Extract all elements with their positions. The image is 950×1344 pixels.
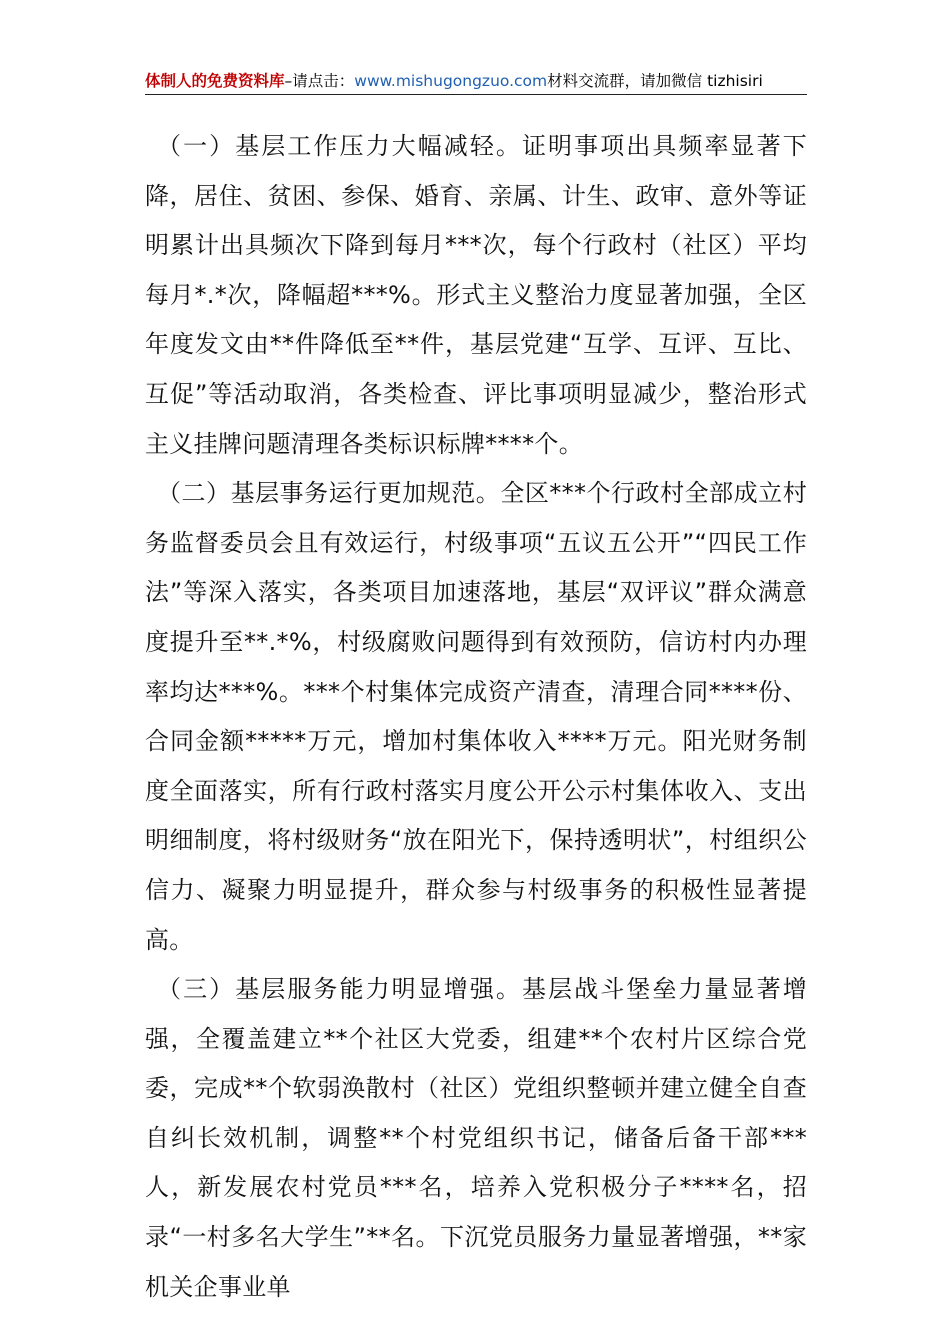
- header-prompt: –请点击：: [284, 72, 355, 90]
- header-website-link[interactable]: www.mishugongzuo.com: [354, 72, 548, 90]
- paragraph-3: （三）基层服务能力明显增强。基层战斗堡垒力量显著增强，全覆盖建立**个社区大党委，组建**个农村片区综合党委，完成**个软弱涣散村（社区）党组织整顿并建立健全自查自纠长效机制，调整**个村党组织书记，储备后备干部***人，新发展农村党员***名，培养入党积极分子****名，招录“一村多名大学生”**名。下沉党员服务力量显著增强，**家机关企事业单: [145, 975, 807, 1301]
- header-brand: 体制人的免费资料库: [145, 72, 285, 90]
- header-note: 材料交流群，请加微信 tizhisiri: [547, 72, 763, 90]
- document-body: [145, 122, 807, 1312]
- paragraph-2: （二）基层事务运行更加规范。全区***个行政村全部成立村务监督委员会且有效运行，村级事项“五议五公开”“四民工作法”等深入落实，各类项目加速落地，基层“双评议”群众满意度提升至**.*%，村级腐败问题得到有效预防，信访村内办理率均达***%。***个村集体完成资产清查，清理合同****份、合同金额*****万元，增加村集体收入****万元。阳光财务制度全面落实，所有行政村落实月度公开公示村集体收入、支出明细制度，将村级财务“放在阳光下，保持透明状”，村组织公信力、凝聚力明显提升，群众参与村级事务的积极性显著提高。: [145, 479, 807, 954]
- page-header: [145, 70, 807, 95]
- paragraph-1: （一）基层工作压力大幅减轻。证明事项出具频率显著下降，居住、贫困、参保、婚育、亲属、计生、政审、意外等证明累计出具频次下降到每月***次，每个行政村（社区）平均每月*.*次，降幅超***%。形式主义整治力度显著加强，全区年度发文由**件降低至**件，基层党建“互学、互评、互比、互促”等活动取消，各类检查、评比事项明显减少，整治形式主义挂牌问题清理各类标识标牌****个。: [145, 132, 807, 458]
